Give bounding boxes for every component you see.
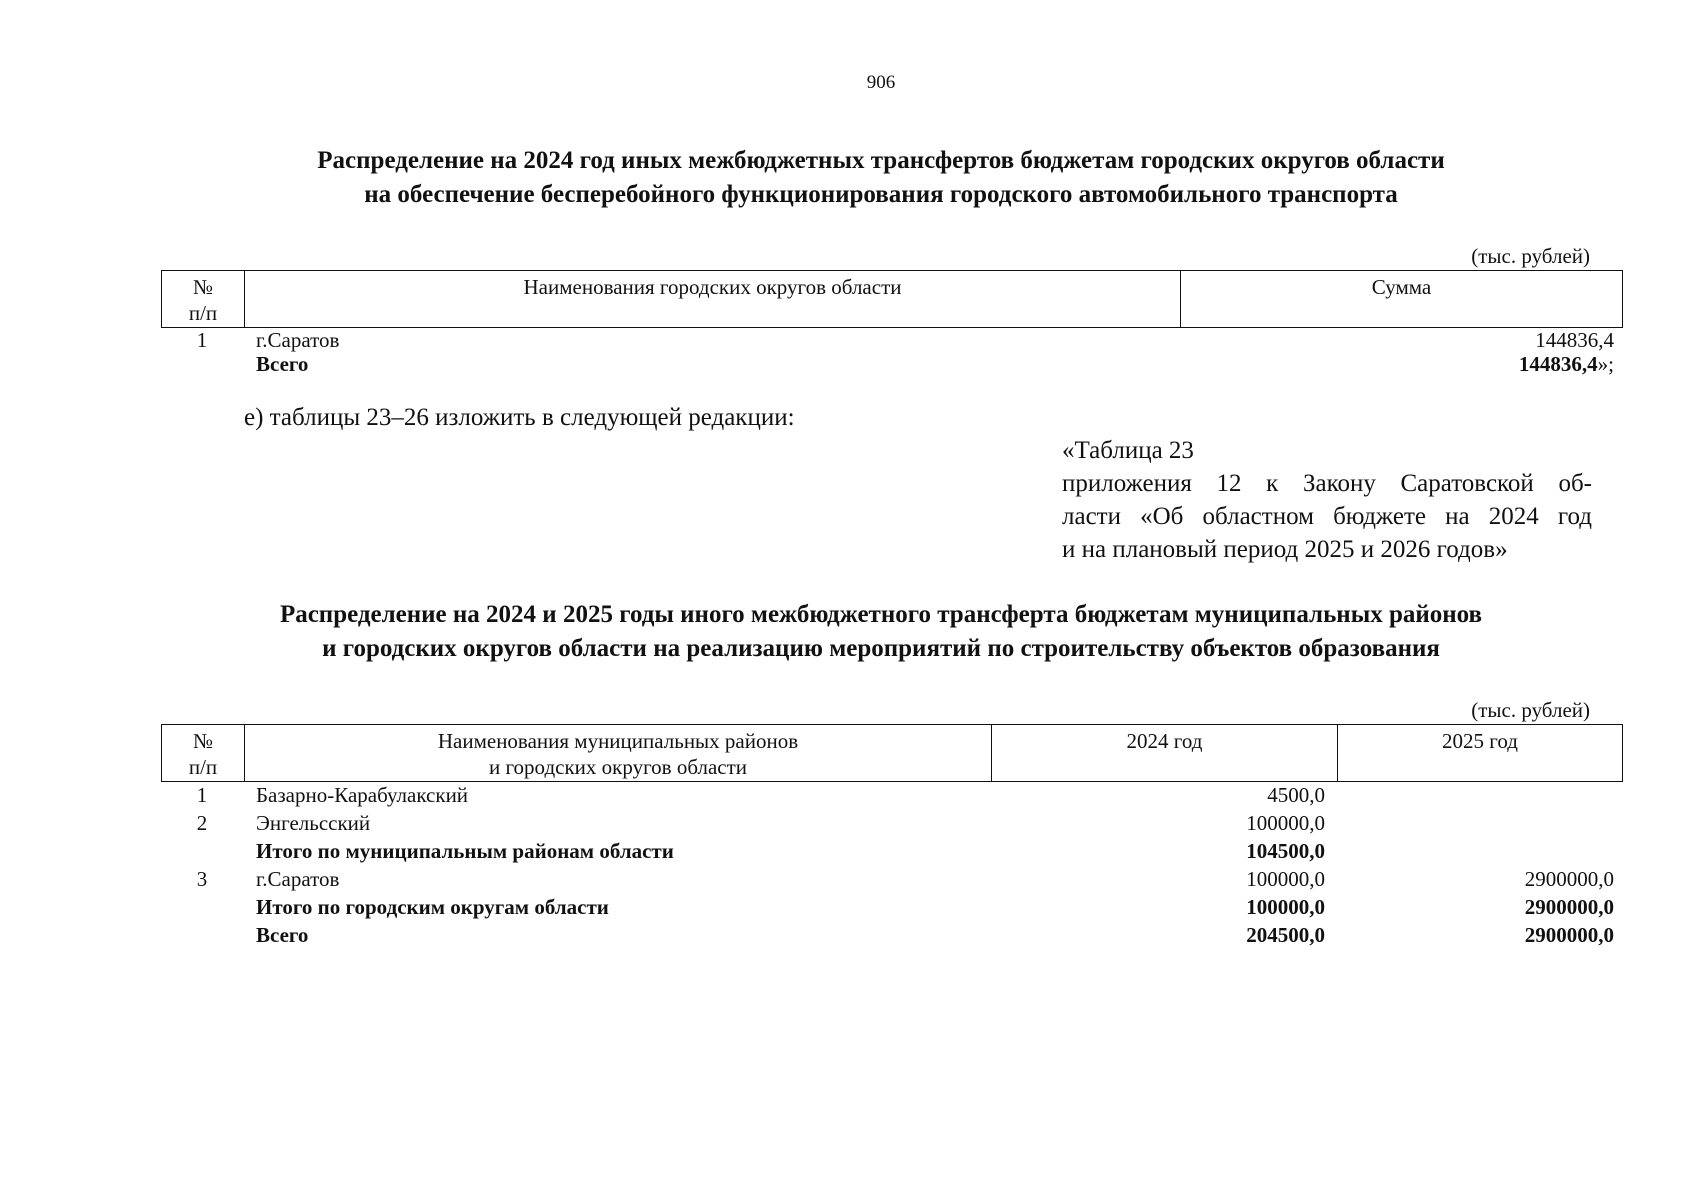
table1-row-num: 1 <box>196 328 208 352</box>
table1-row-sum: 144836,4 <box>1535 328 1614 352</box>
table1-units: (тыс. рублей) <box>1471 244 1590 268</box>
table2-header-num <box>162 725 244 781</box>
table2-row-name: Энгельсский <box>256 811 371 835</box>
table1-header-num <box>162 271 244 327</box>
table1-title-line2: на обеспечение бесперебойного функционирования городского автомобильного транспорта <box>364 181 1398 208</box>
table2-title <box>140 598 1622 666</box>
table1-total-label: Всего <box>256 352 309 376</box>
table2-title-line2: и городских округов области на реализацию мероприятий по строительству объектов образования <box>322 635 1440 662</box>
table2-header-num-line1: № <box>192 729 214 753</box>
table23-annotation <box>1062 434 1592 566</box>
table1-header-name: Наименования городских округов области <box>244 271 1180 327</box>
table1-header-num-line2: п/п <box>188 301 218 325</box>
table2-header-2025: 2025 год <box>1337 725 1622 781</box>
table2-row-2024: 100000,0 <box>1246 867 1325 891</box>
table2-row-2025: 2900000,0 <box>1524 895 1614 919</box>
annotation-line1: «Таблица 23 <box>1062 437 1194 464</box>
annotation-line3: ласти «Об областном бюджете на 2024 год <box>1062 503 1592 530</box>
table2-row-num: 3 <box>196 867 208 891</box>
table2-row-name: Базарно-Карабулакский <box>256 783 469 807</box>
table1-total-value <box>1519 351 1614 377</box>
table2-row-name: Всего <box>256 923 309 947</box>
table1-header-num-line1: № <box>192 275 214 299</box>
table2-row-2024: 100000,0 <box>1246 811 1325 835</box>
table1-total-suffix: »; <box>1597 352 1614 376</box>
table2-header-name-line1: Наименования муниципальных районов <box>437 729 799 753</box>
annotation-line4: и на плановый период 2025 и 2026 годов» <box>1062 536 1508 563</box>
annotation-line2: приложения 12 к Закону Саратовской об- <box>1062 470 1592 497</box>
table2-header <box>161 724 1623 782</box>
table2-header-name <box>244 725 991 781</box>
table2-row-2024: 204500,0 <box>1246 923 1325 947</box>
table2-row-2024: 100000,0 <box>1246 895 1325 919</box>
table2-row-2025: 2900000,0 <box>1524 923 1614 947</box>
table2-header-name-line2: и городских округов области <box>488 755 748 779</box>
table2-row-2025: 2900000,0 <box>1524 867 1614 891</box>
table2-row-name: Итого по городским округам области <box>256 895 609 919</box>
table1-header-sum: Сумма <box>1180 271 1622 327</box>
table2-row-2024: 4500,0 <box>1267 783 1325 807</box>
table1-title-line1: Распределение на 2024 год иных межбюджетных трансфертов бюджетам городских округов области <box>317 147 1445 174</box>
page-number: 906 <box>866 72 896 93</box>
table2-row-name: г.Саратов <box>256 867 340 891</box>
table2-row-2024: 104500,0 <box>1246 839 1325 863</box>
table2-row-num: 1 <box>196 783 208 807</box>
table1-total-sum: 144836,4 <box>1518 352 1598 376</box>
table2-header-2024: 2024 год <box>991 725 1337 781</box>
table2-row-num: 2 <box>196 811 208 835</box>
table1-row-name: г.Саратов <box>256 328 340 352</box>
table1-header <box>161 270 1623 328</box>
table2-row-name: Итого по муниципальным районам области <box>256 839 674 863</box>
table2-units: (тыс. рублей) <box>1471 698 1590 722</box>
table1-title <box>140 144 1622 212</box>
table2-header-num-line2: п/п <box>188 755 218 779</box>
table2-title-line1: Распределение на 2024 и 2025 годы иного межбюджетного трансферта бюджетам муниципальных районов <box>279 601 1483 628</box>
amendment-text: е) таблицы 23–26 изложить в следующей редакции: <box>244 404 795 431</box>
